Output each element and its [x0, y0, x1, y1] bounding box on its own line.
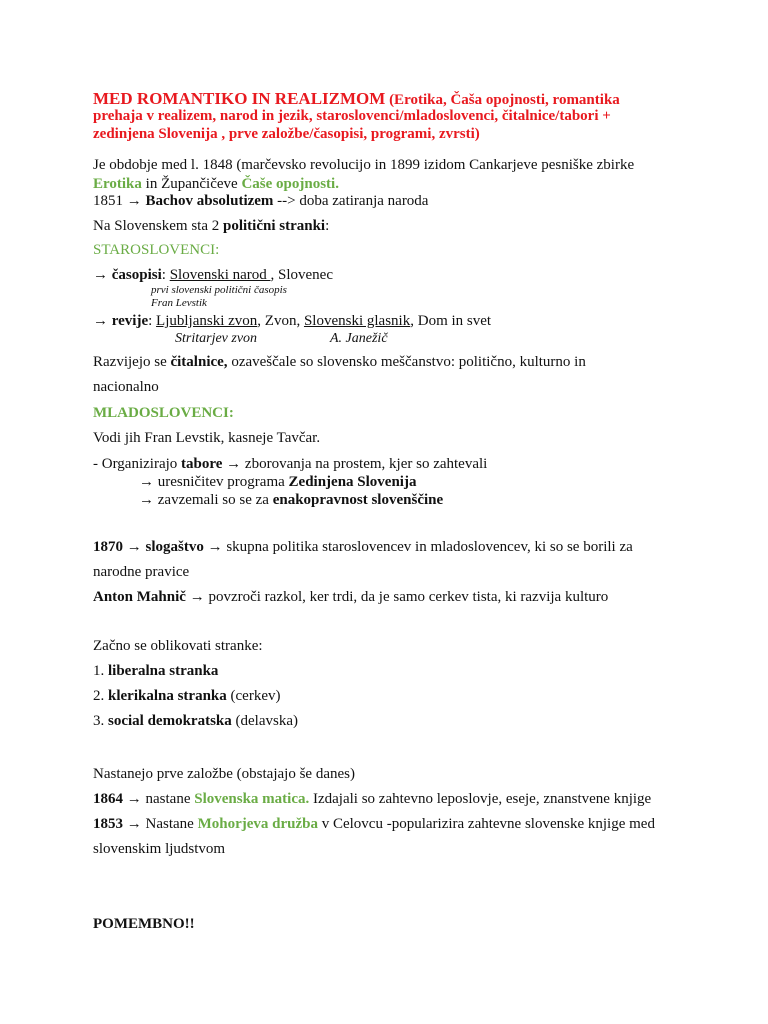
revija-note-2: A. Janežič [330, 331, 388, 346]
mladoslovenci-lead: Vodi jih Fran Levstik, kasneje Tavčar. [93, 430, 321, 446]
intro-text: in Župančičeve [141, 176, 242, 192]
mohorjeva-druzba: Mohorjeva družba [197, 816, 318, 832]
stranke-num: 2. [93, 688, 108, 704]
casa-opojnosti-text: Čaše opojnosti. [241, 176, 339, 192]
stranke-num: 1. [93, 663, 108, 679]
stranke-item-3 [93, 712, 298, 731]
stranke-name: liberalna stranka [108, 663, 219, 679]
staroslovenci-colon: : [215, 242, 220, 258]
casopisi-line [93, 266, 333, 285]
revija-ljubljanski-zvon: Ljubljanski zvon [156, 313, 258, 329]
slogastvo-line-2: narodne pravice [93, 564, 190, 580]
casopisi-label: → časopisi [93, 267, 162, 283]
zalozbe-item-1 [93, 790, 651, 809]
revija-note-1: Stritarjev zvon [175, 331, 258, 346]
mahnic-post: → povzroči razkol, ker trdi, da je samo cerkev tista, ki razvija kulturo [185, 589, 609, 605]
casopis-slovenski-narod: Slovenski narod [169, 267, 271, 283]
tabori-post: → zborovanja na prostem, kjer so zahtevali [222, 456, 488, 472]
stranke-item-2 [93, 687, 281, 706]
slogastvo-post: → skupna politika staroslovencev in mladoslovencev, ki so se borili za [203, 539, 633, 555]
casopisi-colon: : [161, 267, 170, 283]
revije-colon: : [148, 313, 157, 329]
citalnice-line-1 [93, 353, 586, 372]
zalozba2-year: 1853 → [93, 816, 142, 832]
tabori-bold: tabore [181, 456, 223, 472]
bach-year: 1851 → [93, 193, 146, 209]
demand-line-1 [139, 473, 416, 492]
demand1-pre: → uresničitev programa [139, 474, 289, 490]
demand-line-2 [139, 491, 443, 510]
revije-line [93, 312, 491, 331]
page-title: MED ROMANTIKO IN REALIZMOM [93, 89, 386, 108]
citalnice-pre: Razvijejo se [93, 354, 171, 370]
stranke-intro: Začno se oblikovati stranke: [93, 638, 263, 654]
staroslovenci-heading: STAROSLOVENCI [93, 242, 216, 258]
demand2-pre: → zavzemali so se za [139, 492, 273, 508]
intro-line-1: Je obdobje med l. 1848 (marčevsko revolucijo in 1899 izidom Cankarjeve pesniške zbirke [93, 157, 635, 173]
citalnice-line-2: nacionalno [93, 379, 159, 395]
zalozba1-year: 1864 → [93, 791, 142, 807]
zalozbe-intro: Nastanejo prve založbe (obstajajo še danes) [93, 766, 355, 782]
revija-slovenski-glasnik: Slovenski glasnik [303, 313, 411, 329]
demand1-bold: Zedinjena Slovenija [288, 474, 417, 490]
slovenska-matica: Slovenska matica. [194, 791, 310, 807]
stranke-name: klerikalna stranka [108, 688, 227, 704]
stranke-name: social demokratska [108, 713, 232, 729]
title-line-2: prehaja v realizem, narod in jezik, staroslovenci/mladoslovenci, čitalnice/tabori + [93, 108, 611, 124]
parties-intro-bold: politični stranki [222, 218, 326, 234]
parties-intro [93, 217, 329, 236]
revija-rest: , Dom in svet [410, 313, 492, 329]
tabori-pre: - Organizirajo [93, 456, 182, 472]
revije-label: → revije [93, 313, 149, 329]
stranke-item-1 [93, 662, 218, 681]
revija-mid: , Zvon, [257, 313, 304, 329]
casopis-note-1: prvi slovenski politični časopis [151, 284, 287, 296]
title-line-3: zedinjena Slovenija , prve založbe/časopisi, programi, zvrsti) [93, 126, 480, 142]
important-note: POMEMBNO!! [93, 916, 195, 932]
slogastvo-bold: 1870 → slogaštvo [93, 539, 204, 555]
citalnice-bold: čitalnice, [170, 354, 228, 370]
mahnic-line [93, 588, 608, 607]
zalozba1-post: Izdajali so zahtevno leposlovje, eseje, znanstvene knjige [309, 791, 652, 807]
slogastvo-line-1 [93, 538, 633, 557]
bach-desc: --> doba zatiranja naroda [273, 193, 429, 209]
zalozbe-item-2 [93, 815, 655, 834]
zalozba1-pre: nastane [141, 791, 195, 807]
title-subtitle-start: (Erotika, Čaša opojnosti, romantika [389, 92, 620, 108]
zalozba2-post: v Celovcu -popularizira zahtevne slovenske knjige med [317, 816, 655, 832]
bach-name: Bachov absolutizem [145, 193, 274, 209]
zalozbe-item-2-line-2: slovenskim ljudstvom [93, 841, 226, 857]
parties-intro-pre: Na Slovenskem sta 2 [93, 218, 223, 234]
staroslovenci-heading-line [93, 241, 219, 260]
stranke-num: 3. [93, 713, 108, 729]
stranke-desc: (delavska) [231, 713, 298, 729]
mahnic-bold: Anton Mahnič [93, 589, 186, 605]
casopis-rest: , Slovenec [270, 267, 333, 283]
stranke-desc: (cerkev) [226, 688, 281, 704]
citalnice-post: ozaveščale so slovensko meščanstvo: politično, kulturno in [227, 354, 586, 370]
erotika-link-text: Erotika [93, 176, 142, 192]
demand2-bold: enakopravnost slovenščine [272, 492, 444, 508]
bach-line [93, 192, 428, 211]
casopis-note-2: Fran Levstik [151, 297, 207, 309]
tabori-line [93, 455, 487, 474]
parties-intro-post: : [325, 218, 330, 234]
zalozba2-pre: Nastane [141, 816, 198, 832]
mladoslovenci-heading: MLADOSLOVENCI: [93, 405, 234, 421]
